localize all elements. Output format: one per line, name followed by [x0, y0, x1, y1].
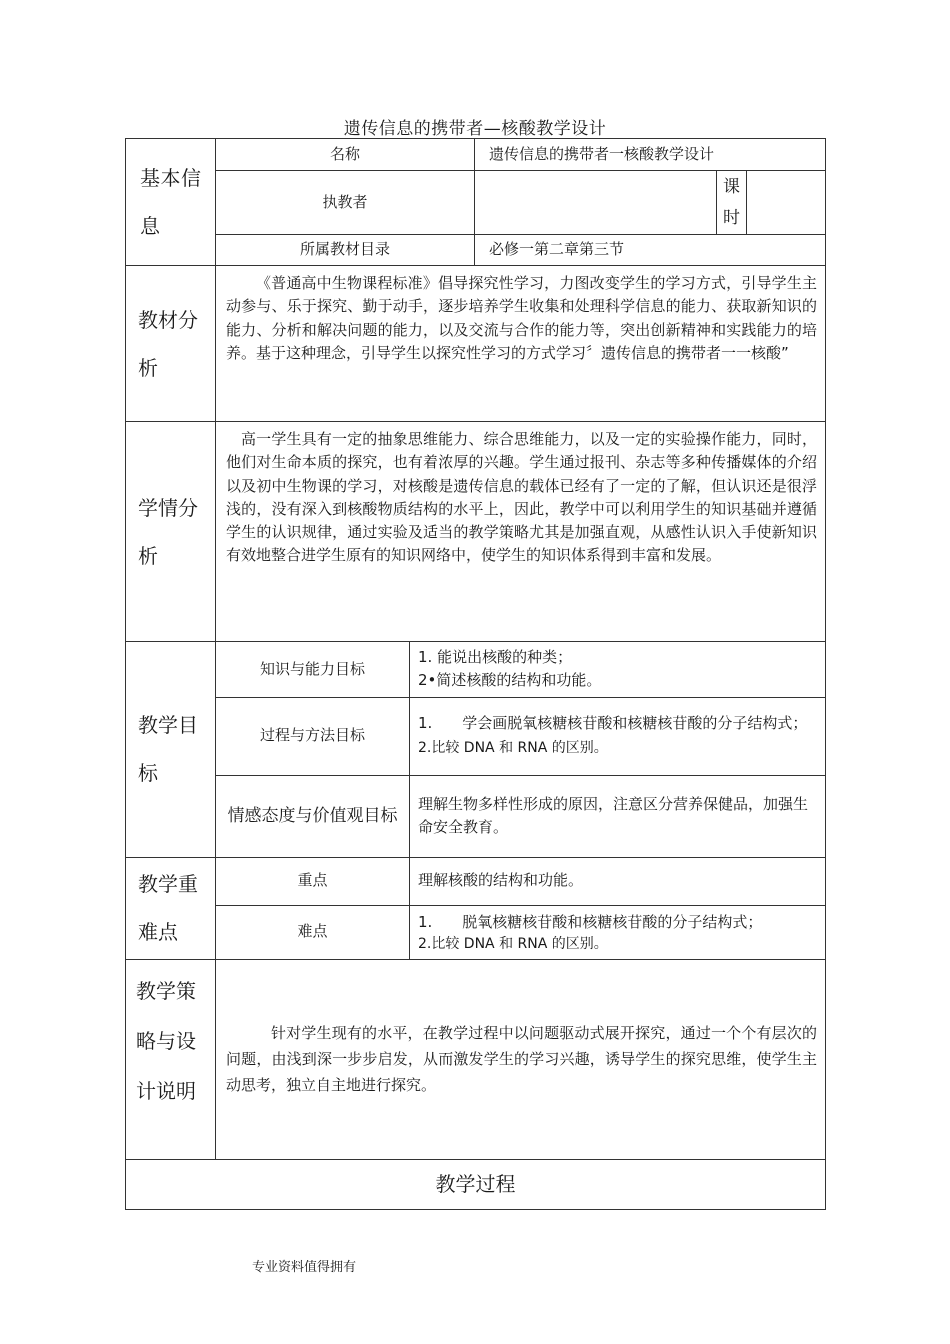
section-strategy: [126, 959, 216, 1159]
goal-label: 知识与能力目标: [216, 642, 410, 698]
teacher-label: 执教者: [216, 171, 475, 235]
section-label: 学情分析: [138, 495, 198, 568]
hard-content: [410, 905, 826, 959]
student-analysis-text: 高一学生具有一定的抽象思维能力、综合思维能力，以及一定的实验操作能力，同时，他们对生命本质的探究，也有着浓厚的兴趣。学生通过报刊、杂志等多种传播媒体的介绍以及初中生物课的学习，对核酸是遗传信息的载体已经有了一定的了解，但认识还是很浮浅的，没有深入到核酸物质结构的水平上，因此，教学中可以利用学生的知识基础并遵循学生的认识规律，通过实验及适当的教学策略尤其是加强直观，从感性认识入手使新知识有效地整合进学生原有的知识网络中，使学生的知识体系得到丰富和发展。: [216, 422, 826, 642]
lesson-plan-table: [125, 138, 826, 1210]
goal-line: 1. 能说出核酸的种类；: [418, 648, 573, 666]
section-students: [126, 422, 216, 642]
process-heading: 教学过程: [126, 1159, 826, 1209]
key-value: 理解核酸的结构和功能。: [410, 857, 826, 905]
goal-line: 理解生物多样性形成的原因，注意区分营养保健品，加强生命安全教育。: [418, 794, 809, 836]
section-keypoints: [126, 857, 216, 959]
section-goals: [126, 642, 216, 858]
section-label: 教材分析: [138, 307, 198, 380]
period-value[interactable]: [747, 171, 826, 235]
goal-line: 1. 学会画脱氧核糖核苷酸和核糖核苷酸的分子结构式；: [418, 714, 808, 733]
goal-line: 2.比较 DNA 和 RNA 的区别。: [418, 739, 608, 756]
catalog-label: 所属教材目录: [216, 235, 475, 266]
goal-content: [410, 642, 826, 698]
goal-line: 2•简述核酸的结构和功能。: [418, 671, 602, 690]
name-value: 遗传信息的携带者一核酸教学设计: [475, 139, 826, 171]
goal-content: [410, 697, 826, 775]
section-label: 基本信息: [140, 166, 201, 238]
strategy-text: 针对学生现有的水平，在教学过程中以问题驱动式展开探究，通过一个个有层次的问题，由浅到深一步步启发，从而激发学生的学习兴趣，诱导学生的探究思维，使学生主动思考，独立自主地进行探究。: [216, 959, 826, 1159]
catalog-value: 必修一第二章第三节: [475, 235, 826, 266]
name-label: 名称: [216, 139, 475, 171]
goal-label: 情感态度与价值观目标: [216, 775, 410, 857]
hard-line: 1. 脱氧核糖核苷酸和核糖核苷酸的分子结构式；: [418, 913, 763, 932]
section-label: 教学重难点: [138, 872, 198, 944]
section-basic-info: [126, 139, 216, 266]
footer-note: 专业资料值得拥有: [252, 1260, 357, 1275]
hard-label: 难点: [216, 905, 410, 959]
hard-line: 2.比较 DNA 和 RNA 的区别。: [418, 935, 608, 952]
goal-label: 过程与方法目标: [216, 697, 410, 775]
period-label: 课时: [717, 171, 747, 235]
goal-content: [410, 775, 826, 857]
section-label: 教学策略与设计说明: [136, 978, 196, 1103]
page-title: 遗传信息的携带者—核酸教学设计: [343, 119, 607, 139]
teacher-value[interactable]: [475, 171, 717, 235]
section-textbook: [126, 266, 216, 422]
key-label: 重点: [216, 857, 410, 905]
textbook-analysis-text: 《普通高中生物课程标准》倡导探究性学习，力图改变学生的学习方式，引导学生主动参与、乐于探究、勤于动手，逐步培养学生收集和处理科学信息的能力、获取新知识的能力、分析和解决问题的能力，以及交流与合作的能力等，突出创新精神和实践能力的培养。基于这种理念，引导学生以探究性学习的方式学习〞遗传信息的携带者一一核酸”: [216, 266, 826, 422]
section-label: 教学目标: [138, 713, 198, 786]
